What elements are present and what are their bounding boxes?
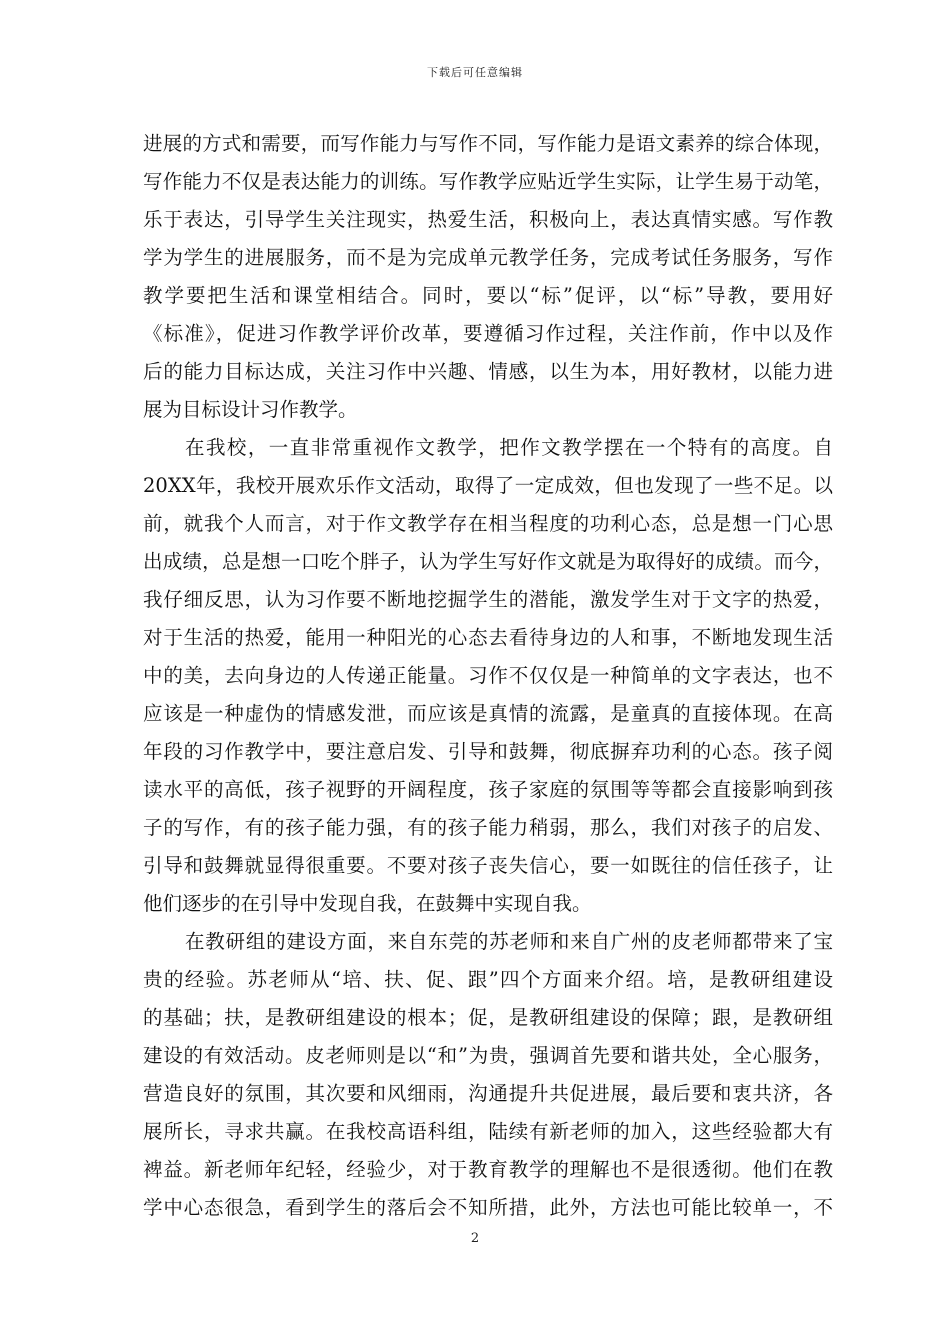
text-line: 引导和鼓舞就显得很重要。不要对孩子丧失信心，要一如既往的信任孩子，让 — [143, 854, 833, 877]
page-header: 下载后可任意编辑 — [427, 66, 523, 79]
text-line: 《标准》，促进习作教学评价改革，要遵循习作过程，关注作前，作中以及作 — [143, 322, 833, 345]
text-line: 我仔细反思，认为习作要不断地挖掘学生的潜能，激发学生对于文字的热爱， — [143, 588, 833, 611]
text-line: 他们逐步的在引导中发现自我，在鼓舞中实现自我。 — [143, 892, 592, 915]
body-text — [143, 125, 833, 1227]
text-line: 前，就我个人而言，对于作文教学存在相当程度的功利心态，总是想一门心思 — [143, 512, 833, 535]
text-line: 20XX年，我校开展欢乐作文活动，取得了一定成效，但也发现了一些不足。以 — [143, 474, 833, 497]
text-line: 学为学生的进展服务，而不是为完成单元教学任务，完成考试任务服务，写作 — [143, 246, 833, 269]
text-line: 乐于表达，引导学生关注现实，热爱生活，积极向上，表达真情实感。写作教 — [143, 208, 833, 231]
text-line: 展所长，寻求共赢。在我校高语科组，陆续有新老师的加入，这些经验都大有 — [143, 1120, 833, 1143]
text-line: 展为目标设计习作教学。 — [143, 398, 358, 421]
text-line: 中的美，去向身边的人传递正能量。习作不仅仅是一种简单的文字表达，也不 — [143, 664, 833, 687]
page-number: 2 — [470, 1231, 480, 1246]
text-line: 后的能力目标达成，关注习作中兴趣、情感，以生为本，用好教材，以能力进 — [143, 360, 833, 383]
text-line: 写作能力不仅是表达能力的训练。写作教学应贴近学生实际，让学生易于动笔， — [143, 170, 833, 193]
text-line: 营造良好的氛围，其次要和风细雨，沟通提升共促进展，最后要和衷共济，各 — [143, 1082, 833, 1105]
text-line: 子的写作，有的孩子能力强，有的孩子能力稍弱，那么，我们对孩子的启发、 — [143, 816, 833, 839]
text-line: 年段的习作教学中，要注意启发、引导和鼓舞，彻底摒弃功利的心态。孩子阅 — [143, 740, 833, 763]
text-line: 出成绩，总是想一口吃个胖子，认为学生写好作文就是为取得好的成绩。而今， — [143, 550, 833, 573]
text-line: 学中心态很急，看到学生的落后会不知所措，此外，方法也可能比较单一，不 — [143, 1196, 833, 1219]
text-line: 进展的方式和需要，而写作能力与写作不同，写作能力是语文素养的综合体现， — [143, 132, 833, 155]
paragraph-first-line: 在我校，一直非常重视作文教学，把作文教学摆在一个特有的高度。自 — [185, 436, 833, 459]
text-line: 建设的有效活动。皮老师则是以“和”为贵，强调首先要和谐共处，全心服务， — [143, 1044, 833, 1067]
text-line: 的基础；扶，是教研组建设的根本；促，是教研组建设的保障；跟，是教研组 — [143, 1006, 833, 1029]
paragraph-first-line: 在教研组的建设方面，来自东莞的苏老师和来自广州的皮老师都带来了宝 — [185, 930, 833, 953]
text-line: 教学要把生活和课堂相结合。同时，要以“标”促评，以“标”导教，要用好 — [143, 284, 833, 307]
text-line: 对于生活的热爱，能用一种阳光的心态去看待身边的人和事，不断地发现生活 — [143, 626, 833, 649]
text-line: 贵的经验。苏老师从“培、扶、促、跟”四个方面来介绍。培，是教研组建设 — [143, 968, 833, 991]
text-line: 读水平的高低，孩子视野的开阔程度，孩子家庭的氛围等等都会直接影响到孩 — [143, 778, 833, 801]
text-line: 应该是一种虚伪的情感发泄，而应该是真情的流露，是童真的直接体现。在高 — [143, 702, 833, 725]
text-line: 裨益。新老师年纪轻，经验少，对于教育教学的理解也不是很透彻。他们在教 — [143, 1158, 833, 1181]
